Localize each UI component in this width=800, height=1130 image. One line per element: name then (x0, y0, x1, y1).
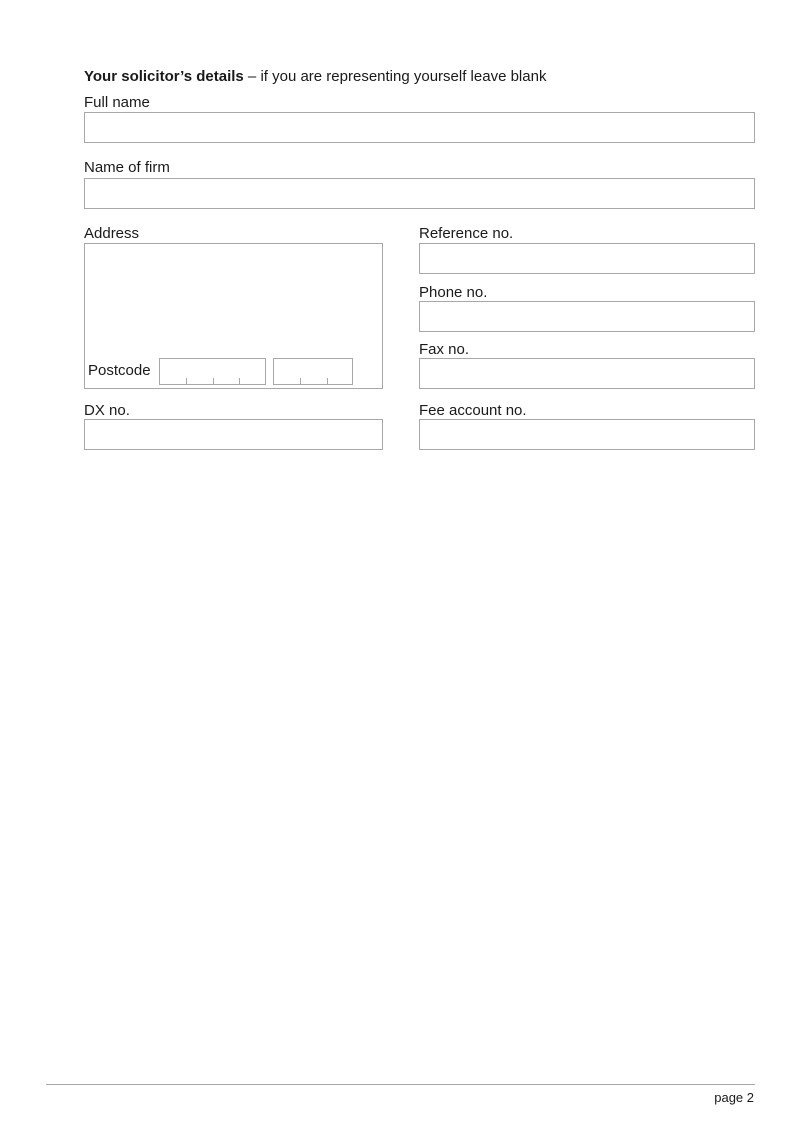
dx-no-field[interactable] (84, 419, 383, 450)
section-heading-bold: Your solicitor’s details (84, 68, 244, 85)
fax-no-field[interactable] (419, 358, 755, 389)
fax-no-label: Fax no. (419, 341, 470, 358)
postcode-part2-field[interactable] (273, 358, 353, 385)
postcode-divider (300, 378, 301, 384)
full-name-label: Full name (84, 94, 150, 111)
phone-no-field[interactable] (419, 301, 755, 332)
reference-no-label: Reference no. (419, 225, 514, 242)
postcode-divider (213, 378, 214, 384)
firm-name-label: Name of firm (84, 159, 170, 176)
postcode-label: Postcode (88, 362, 151, 379)
address-label: Address (84, 225, 140, 242)
firm-name-field[interactable] (84, 178, 755, 209)
full-name-field[interactable] (84, 112, 755, 143)
postcode-divider (186, 378, 187, 384)
section-heading (84, 68, 546, 86)
fee-account-no-label: Fee account no. (419, 402, 527, 419)
postcode-divider (239, 378, 240, 384)
postcode-part1-field[interactable] (159, 358, 266, 385)
reference-no-field[interactable] (419, 243, 755, 274)
section-heading-note: – if you are representing yourself leave blank (243, 68, 547, 85)
page-number: page 2 (714, 1090, 754, 1105)
footer-rule (46, 1084, 755, 1085)
postcode-divider (327, 378, 328, 384)
phone-no-label: Phone no. (419, 284, 488, 301)
fee-account-no-field[interactable] (419, 419, 755, 450)
dx-no-label: DX no. (84, 402, 130, 419)
